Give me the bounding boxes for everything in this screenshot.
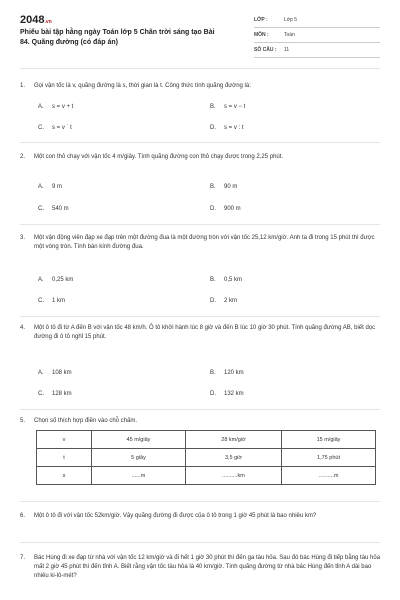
divider [20, 224, 380, 225]
question-count-label: SỐ CÂU : [254, 47, 277, 53]
divider [20, 142, 380, 143]
option-d[interactable]: D. s = v : t [210, 125, 244, 131]
table-row [37, 449, 376, 467]
option-b[interactable]: B. s = v − t [210, 104, 246, 110]
question-6: 6. Một ô tô đi với vận tốc 52km/giờ. Vậy quãng đường đi được của ô tô trong 1 giờ 45 phút là bao nhiêu km? [20, 512, 382, 521]
question-count-value: 11 [284, 47, 290, 53]
table-cell: 15 m/giây [282, 431, 376, 449]
question-7: 7. Bác Hùng đi xe đạp từ nhà với vận tốc 12 km/giờ và đi hết 1 giờ 30 phút thì đến ga tàu hỏa. Sau đó bác Hùng đi tiếp bằng tàu hỏa mất 2 giờ 45 phút thì đến tỉnh A. Biết rằng vận tốc tàu hỏa là 40 km/giờ. Tính quãng đường từ nhà bác Hùng đến tỉnh A dài bao nhiêu ki-lô-mét? [20, 555, 381, 579]
question-text: Gọi vận tốc là v, quãng đường là s, thời gian là t. Công thức tính quãng đường là: [34, 83, 251, 89]
subject-value: Toán [284, 32, 295, 38]
option-c[interactable]: C. 1 km [38, 298, 66, 304]
option-a[interactable]: A. 108 km [38, 370, 72, 376]
question-5: 5. Chọn số thích hợp điền vào chỗ chấm. [20, 417, 382, 426]
table-cell: ..........km [185, 467, 281, 485]
divider [20, 409, 380, 410]
subject-label: MÔN : [254, 32, 269, 38]
table-cell: v [37, 431, 92, 449]
table-cell: 5 giây [92, 449, 186, 467]
divider [20, 501, 380, 502]
option-a[interactable]: A. 0,25 km [38, 277, 74, 283]
option-b[interactable]: B. 0,5 km [210, 277, 243, 283]
worksheet-title: Phiếu bài tập hằng ngày Toán lớp 5 Chân trời sáng tạo Bài 84. Quãng đường (có đáp án) [20, 29, 215, 46]
question-text: Một vận động viên đạp xe đạp trên một đường đua là một đường tròn với vận tốc 25,12 km/giờ. Anh ta đi trong 15 phút thì được một vòng tròn. Tính bán kính đường đua. [34, 235, 375, 250]
table-cell: s [37, 467, 92, 485]
question-4: 4. Một ô tô đi từ A đến B với vận tốc 48 km/h. Ô tô khởi hành lúc 8 giờ và đến B lúc 10 giờ 30 phút. Tính quãng đường AB, biết dọc đường đi ô tô nghỉ 15 phút. [20, 324, 382, 342]
question-text: Bác Hùng đi xe đạp từ nhà với vận tốc 12 km/giờ và đi hết 1 giờ 30 phút thì đến ga tàu hỏa. Sau đó bác Hùng đi tiếp bằng tàu hỏa mất 2 giờ 45 phút thì đến tỉnh A. Biết rằng vận tốc tàu hỏa là 40 km/giờ. Tính quãng đường từ nhà bác Hùng đến tỉnh A dài bao nhiêu ki-lô-mét? [34, 555, 381, 579]
question-text: Một ô tô đi với vận tốc 52km/giờ. Vậy quãng đường đi được của ô tô trong 1 giờ 45 phút là bao nhiêu km? [34, 513, 317, 519]
option-c[interactable]: C. 128 km [38, 391, 72, 397]
question-3: 3. Một vận động viên đạp xe đạp trên một đường đua là một đường tròn với vận tốc 25,12 km/giờ. Anh ta đi trong 15 phút thì được một vòng tròn. Tính bán kính đường đua. [20, 234, 382, 252]
fill-in-table [36, 430, 376, 485]
option-b[interactable]: B. 90 m [210, 184, 238, 190]
site-logo: 2048.vn [20, 14, 52, 26]
option-a[interactable]: A. 9 m [38, 184, 63, 190]
option-d[interactable]: D. 900 m [210, 206, 241, 212]
table-cell: t [37, 449, 92, 467]
table-cell: 28 km/giờ [185, 431, 281, 449]
subject-field [254, 29, 380, 43]
table-cell: ......m [92, 467, 186, 485]
class-value: Lớp 5 [284, 17, 298, 23]
divider [20, 68, 380, 69]
divider [20, 316, 380, 317]
class-label: LỚP : [254, 17, 268, 23]
table-cell: 3,5 giờ [185, 449, 281, 467]
table-cell: 45 m/giây [92, 431, 186, 449]
class-field [254, 14, 380, 28]
option-b[interactable]: B. 120 km [210, 370, 244, 376]
option-a[interactable]: A. s = v + t [38, 104, 74, 110]
table-row [37, 431, 376, 449]
question-count-field [254, 44, 380, 58]
table-cell: 1,75 phút [282, 449, 376, 467]
question-2: 2. Một con thỏ chạy với vận tốc 4 m/giây. Tính quãng đường con thỏ chạy được trong 2,25 phút. [20, 153, 382, 162]
table-cell: ..........m [282, 467, 376, 485]
question-1: 1. Gọi vận tốc là v, quãng đường là s, thời gian là t. Công thức tính quãng đường là: [20, 82, 382, 91]
question-text: Một con thỏ chạy với vận tốc 4 m/giây. Tính quãng đường con thỏ chạy được trong 2,25 phút. [34, 154, 284, 160]
option-d[interactable]: D. 132 km [210, 391, 244, 397]
option-d[interactable]: D. 2 km [210, 298, 238, 304]
option-c[interactable]: C. s = v ˙ t [38, 125, 72, 131]
divider [20, 542, 380, 543]
question-text: Chọn số thích hợp điền vào chỗ chấm. [34, 418, 137, 424]
option-c[interactable]: C. 540 m [38, 206, 69, 212]
table-row [37, 467, 376, 485]
question-text: Một ô tô đi từ A đến B với vận tốc 48 km/h. Ô tô khởi hành lúc 8 giờ và đến B lúc 10 giờ 30 phút. Tính quãng đường AB, biết dọc đường đi ô tô nghỉ 15 phút. [34, 325, 376, 340]
